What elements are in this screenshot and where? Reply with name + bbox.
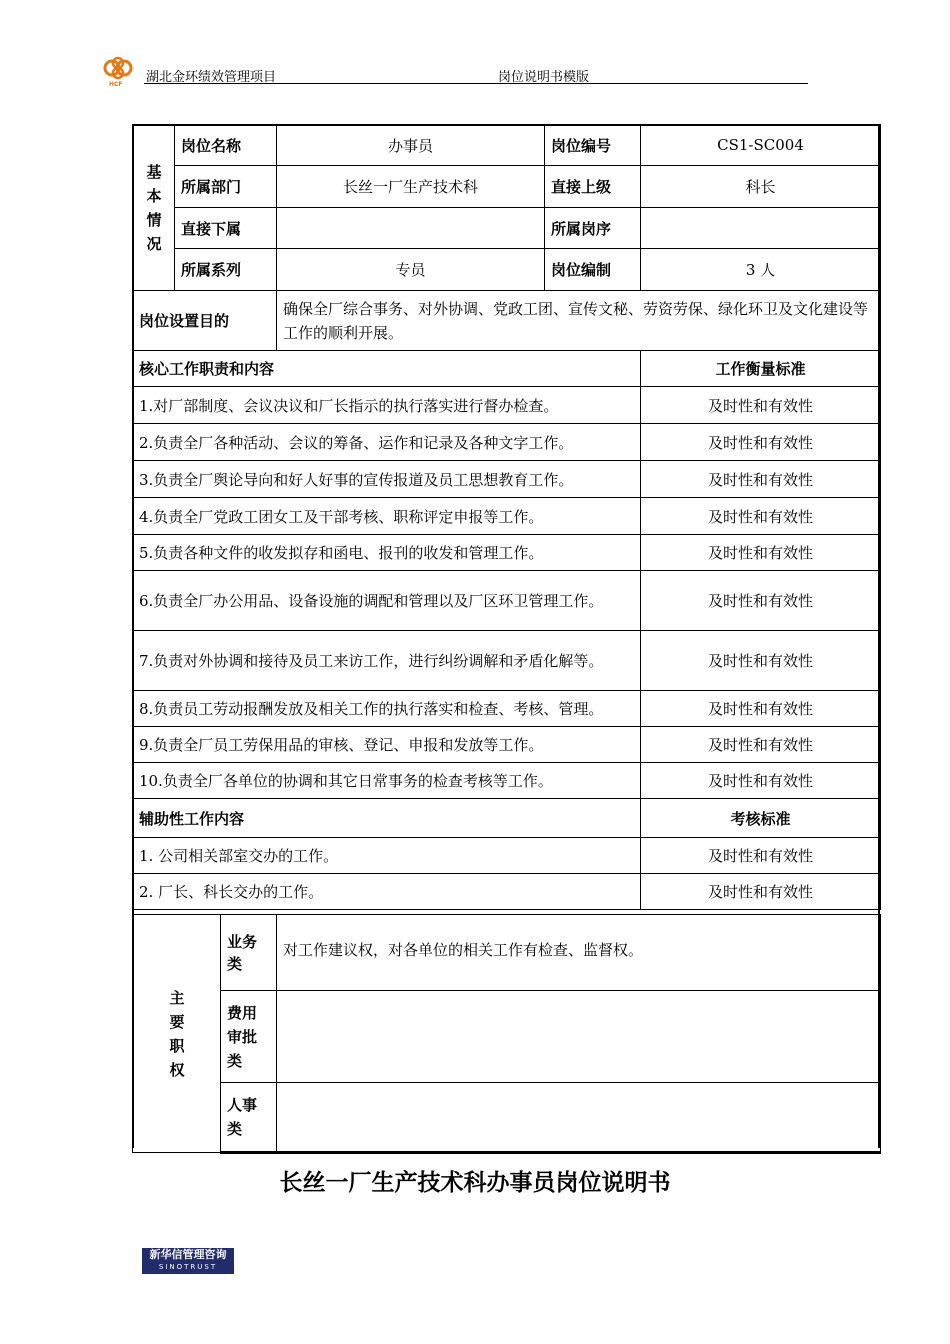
aux-item-row (133, 838, 881, 874)
basic-label: 直接下属 (175, 208, 277, 249)
core-item-row (133, 387, 881, 424)
core-item-text: 6.负责全厂办公用品、设备设施的调配和管理以及厂区环卫管理工作。 (133, 571, 641, 631)
basic-label: 所属系列 (175, 249, 277, 291)
footer-logo-line2: SINOTRUST (158, 1263, 218, 1271)
aux-item-text: 1. 公司相关部室交办的工作。 (133, 838, 641, 874)
core-item-text: 9.负责全厂员工劳保用品的审核、登记、申报和发放等工作。 (133, 727, 641, 763)
aux-item-text: 2. 厂长、科长交办的工作。 (133, 874, 641, 910)
core-item-standard: 及时性和有效性 (641, 631, 881, 691)
authority-table (132, 914, 881, 1154)
core-item-text: 2.负责全厂各种活动、会议的筹备、运作和记录及各种文字工作。 (133, 424, 641, 461)
basic-value (641, 208, 881, 249)
basic-value: 长丝一厂生产技术科 (277, 166, 545, 208)
purpose-row (133, 291, 881, 351)
sinotrust-logo (142, 1248, 234, 1274)
core-item-standard: 及时性和有效性 (641, 691, 881, 727)
basic-value: 3 人 (641, 249, 881, 291)
basic-row-2 (133, 166, 881, 208)
aux-item-standard: 及时性和有效性 (641, 838, 881, 874)
core-item-text: 5.负责各种文件的收发拟存和函电、报刊的收发和管理工作。 (133, 535, 641, 571)
core-item-row (133, 424, 881, 461)
authority-text (277, 991, 881, 1083)
authority-category: 费用审批类 (221, 991, 277, 1083)
core-item-row (133, 691, 881, 727)
aux-item-row (133, 874, 881, 910)
basic-row-3 (133, 208, 881, 249)
core-item-row (133, 631, 881, 691)
core-item-standard: 及时性和有效性 (641, 498, 881, 535)
core-item-standard: 及时性和有效性 (641, 727, 881, 763)
authority-row (133, 991, 881, 1083)
core-item-text: 8.负责员工劳动报酬发放及相关工作的执行落实和检查、考核、管理。 (133, 691, 641, 727)
core-item-standard: 及时性和有效性 (641, 424, 881, 461)
basic-value: 科长 (641, 166, 881, 208)
basic-row-4 (133, 249, 881, 291)
core-item-row (133, 571, 881, 631)
basic-label: 所属岗序 (545, 208, 641, 249)
header-template-name: 岗位说明书模版 (498, 70, 590, 85)
core-item-row (133, 461, 881, 498)
core-item-row (133, 763, 881, 799)
basic-value: 专员 (277, 249, 545, 291)
core-item-text: 1.对厂部制度、会议决议和厂长指示的执行落实进行督办检查。 (133, 387, 641, 424)
page-header (100, 54, 808, 86)
header-divider (144, 83, 808, 84)
core-item-standard: 及时性和有效性 (641, 387, 881, 424)
core-item-text: 4.负责全厂党政工团女工及干部考核、职称评定申报等工作。 (133, 498, 641, 535)
purpose-label: 岗位设置目的 (133, 291, 277, 351)
core-item-standard: 及时性和有效性 (641, 535, 881, 571)
basic-label: 岗位编号 (545, 125, 641, 166)
core-item-text: 3.负责全厂舆论导向和好人好事的宣传报道及员工思想教育工作。 (133, 461, 641, 498)
document-title: 长丝一厂生产技术科办事员岗位说明书 (279, 1170, 671, 1196)
basic-section-label: 基本情况 (133, 125, 175, 291)
authority-text (277, 1083, 881, 1153)
footer-logo-line1: 新华信管理咨询 (149, 1248, 227, 1261)
core-item-text: 10.负责全厂各单位的协调和其它日常事务的检查考核等工作。 (133, 763, 641, 799)
basic-value: CS1-SC004 (641, 125, 881, 166)
core-standard-header: 工作衡量标准 (641, 351, 881, 387)
core-item-standard: 及时性和有效性 (641, 571, 881, 631)
aux-header: 辅助性工作内容 (133, 799, 641, 838)
core-item-text: 7.负责对外协调和接待及员工来访工作，进行纠纷调解和矛盾化解等。 (133, 631, 641, 691)
core-item-row (133, 727, 881, 763)
basic-value (277, 208, 545, 249)
authority-row (133, 1083, 881, 1153)
aux-standard-header: 考核标准 (641, 799, 881, 838)
core-item-row (133, 498, 881, 535)
authority-category: 人事类 (221, 1083, 277, 1153)
core-header-row (133, 351, 881, 387)
hcf-logo-icon (100, 56, 140, 88)
core-item-standard: 及时性和有效性 (641, 763, 881, 799)
basic-row-1 (133, 125, 881, 166)
logo-text: HCF (109, 81, 123, 88)
authority-text: 对工作建议权，对各单位的相关工作有检查、监督权。 (277, 915, 881, 991)
authority-section-label: 主要职权 (133, 915, 221, 1153)
aux-item-standard: 及时性和有效性 (641, 874, 881, 910)
basic-label: 岗位编制 (545, 249, 641, 291)
authority-category: 业务类 (221, 915, 277, 991)
basic-label: 岗位名称 (175, 125, 277, 166)
basic-label: 所属部门 (175, 166, 277, 208)
basic-value: 办事员 (277, 125, 545, 166)
authority-row (133, 915, 881, 991)
core-header: 核心工作职责和内容 (133, 351, 641, 387)
aux-header-row (133, 799, 881, 838)
basic-label: 直接上级 (545, 166, 641, 208)
core-item-standard: 及时性和有效性 (641, 461, 881, 498)
core-item-row (133, 535, 881, 571)
header-project-name: 湖北金环绩效管理项目 (146, 70, 277, 85)
purpose-text: 确保全厂综合事务、对外协调、党政工团、宣传文秘、劳资劳保、绿化环卫及文化建设等工作的顺利开展。 (277, 291, 881, 351)
job-description-table (132, 124, 881, 910)
